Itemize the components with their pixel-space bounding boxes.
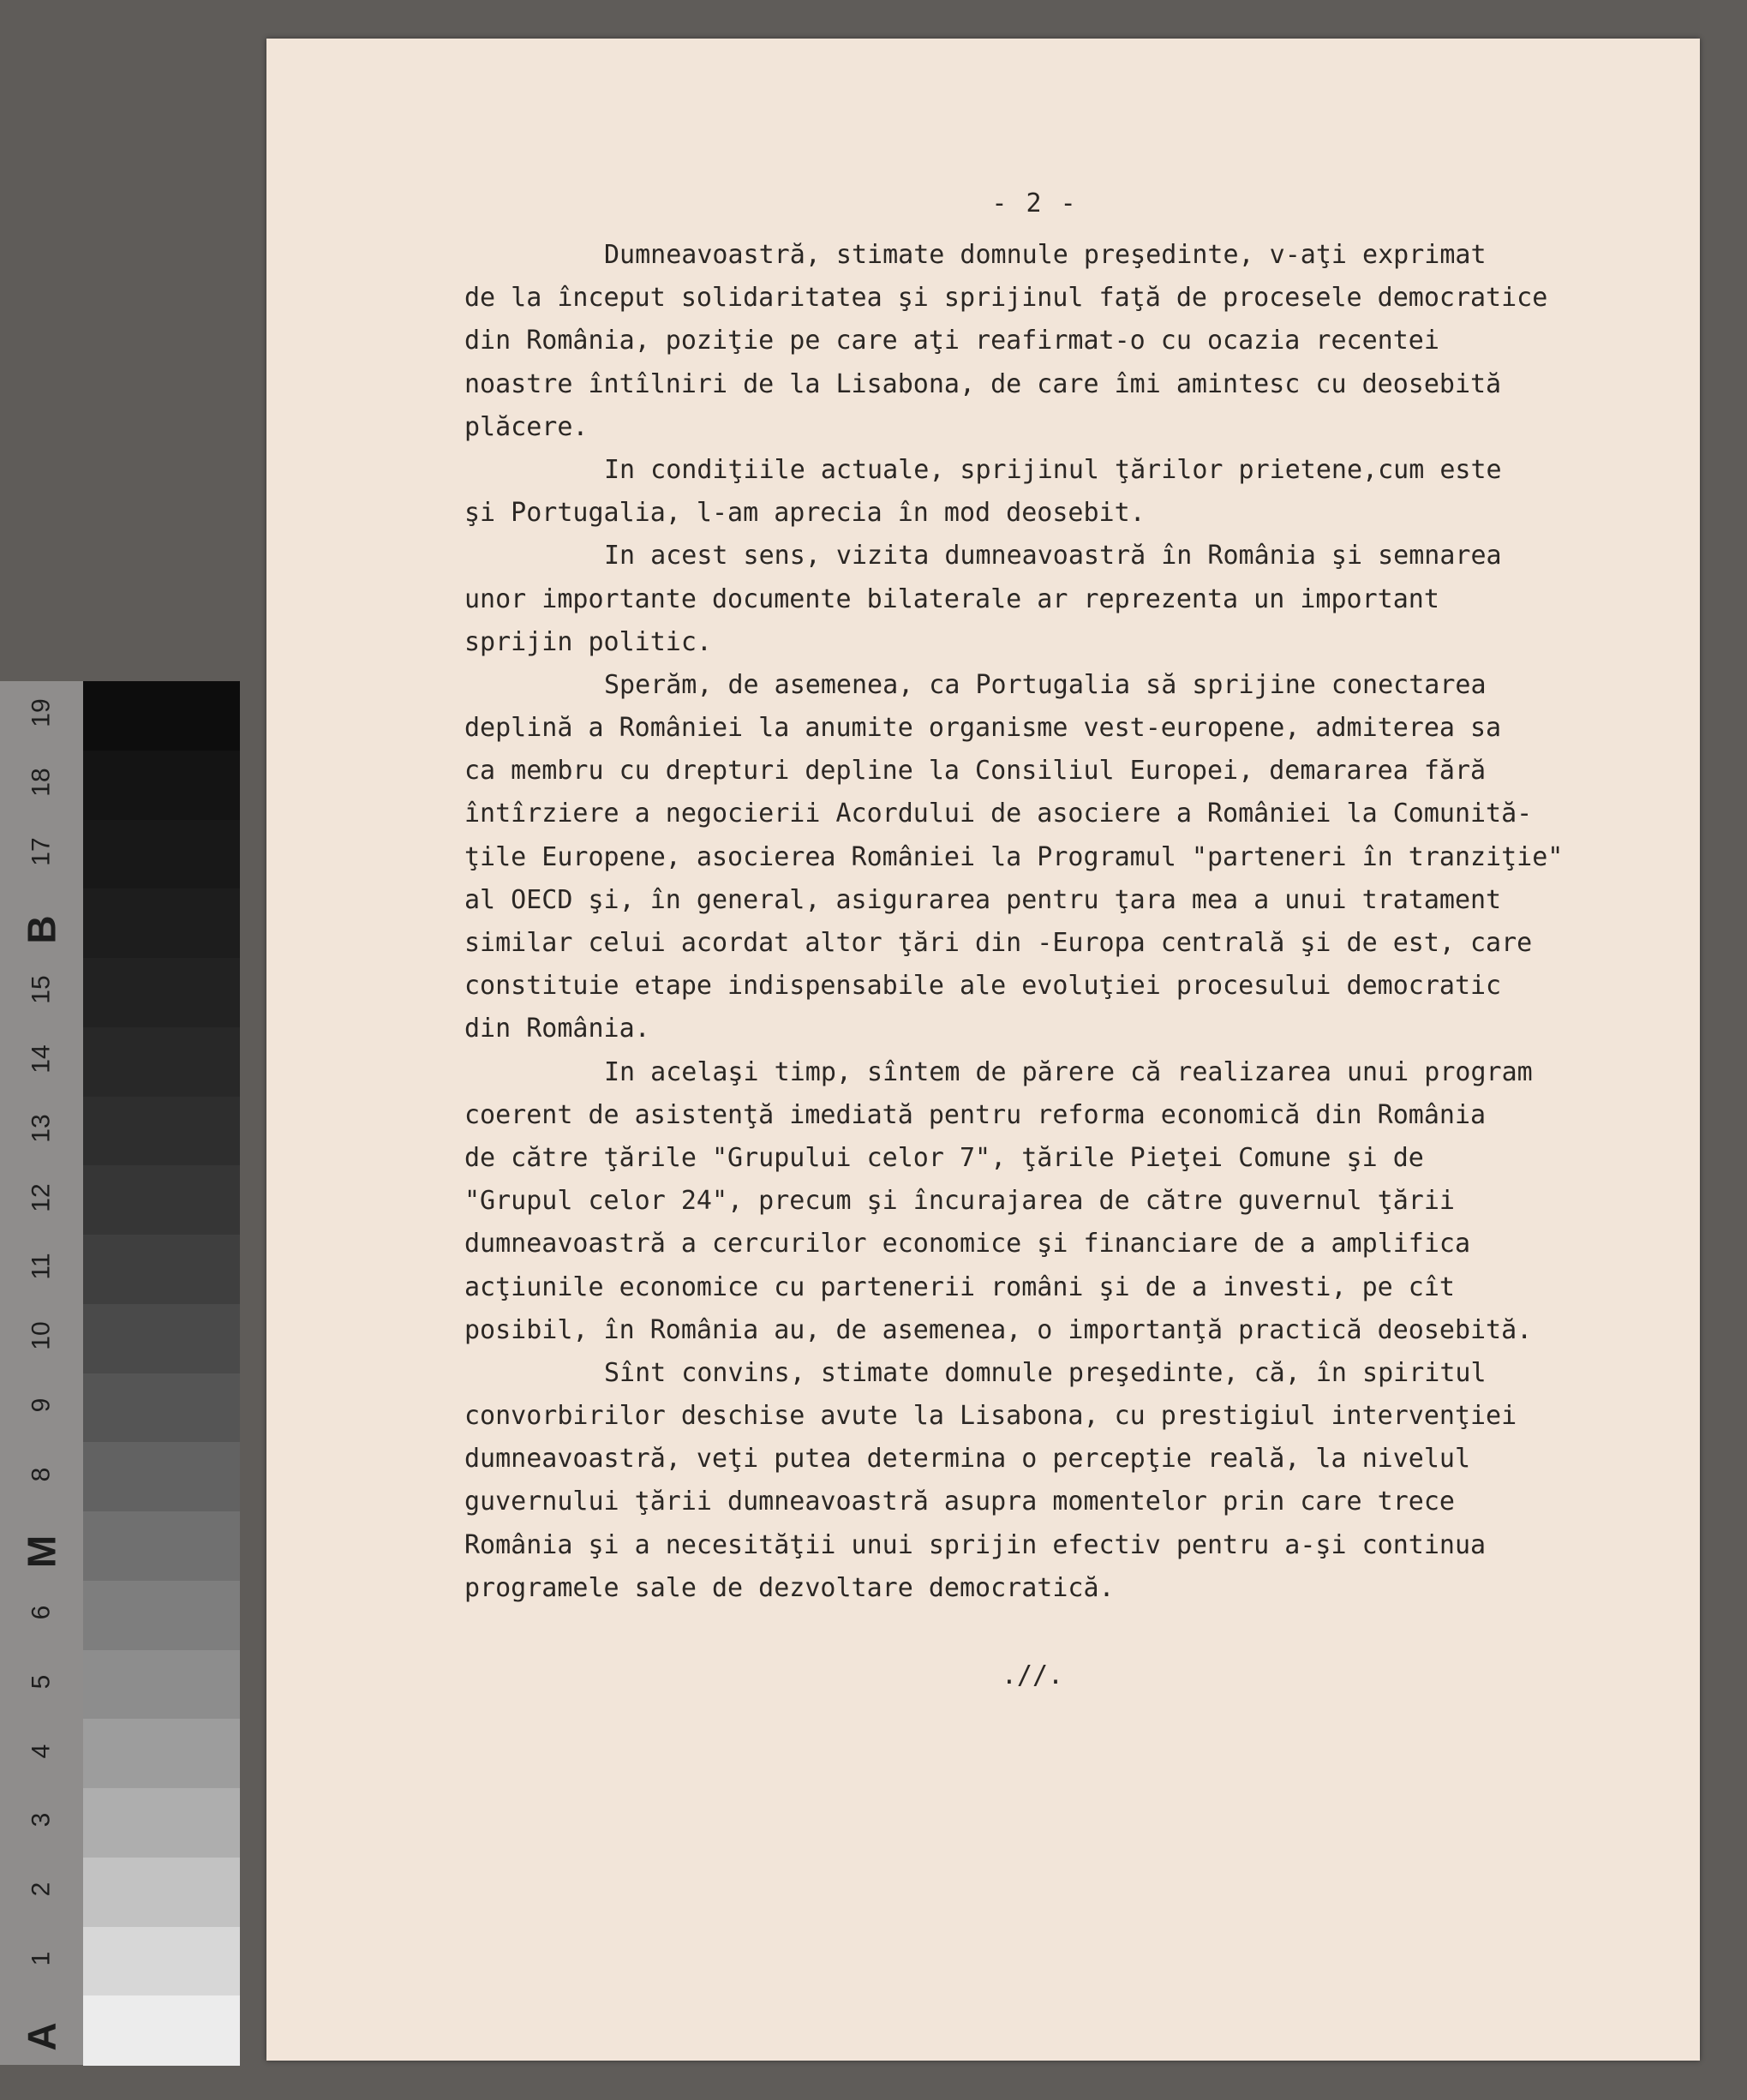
gray-swatch xyxy=(83,1373,240,1444)
text-line: plăcere. xyxy=(464,411,589,442)
grayscale-swatches xyxy=(83,681,240,2065)
gray-swatch xyxy=(83,1927,240,1997)
scale-label: B xyxy=(19,915,64,944)
text-line: noastre întîlniri de la Lisabona, de care îmi amintesc cu deosebită xyxy=(464,368,1502,399)
text-line: deplină a României la anumite organisme vest-europene, admiterea sa xyxy=(464,713,1502,744)
text-line: din România. xyxy=(464,1014,650,1044)
gray-swatch xyxy=(83,958,240,1028)
text-line: In acest sens, vizita dumneavoastră în România şi semnarea xyxy=(604,541,1502,571)
text-line: posibil, în România au, de asemenea, o importanţă practică deosebită. xyxy=(464,1314,1533,1345)
gray-swatch xyxy=(83,681,240,751)
document-page xyxy=(266,39,1700,2061)
text-line: şi Portugalia, l-am aprecia în mod deosebit. xyxy=(464,498,1146,529)
scale-label: A xyxy=(19,2022,64,2051)
text-line: similar celui acordat altor ţări din -Europa centrală şi de est, care xyxy=(464,928,1533,958)
scale-label: 18 xyxy=(27,768,56,797)
text-line: al OECD şi, în general, asigurarea pentru ţara mea a unui tratament xyxy=(464,884,1502,915)
scale-label: 4 xyxy=(27,1744,56,1758)
text-line: Dumneavoastră, stimate domnule preşedinte, v-aţi exprimat xyxy=(604,240,1487,270)
gray-swatch xyxy=(83,1442,240,1512)
scale-label: 11 xyxy=(27,1253,56,1280)
gray-swatch xyxy=(83,1788,240,1858)
text-line: Sînt convins, stimate domnule preşedinte, că, în spiritul xyxy=(604,1357,1487,1388)
text-line: guvernului ţării dumneavoastră asupra momentelor prin care trece xyxy=(464,1487,1455,1517)
gray-swatch xyxy=(83,1581,240,1651)
gray-swatch xyxy=(83,751,240,821)
scale-label: 2 xyxy=(27,1882,56,1897)
gray-swatch xyxy=(83,1995,240,2066)
scale-label: 14 xyxy=(27,1044,56,1074)
text-line: In condiţiile actuale, sprijinul ţărilor prietene,cum este xyxy=(604,454,1502,485)
text-line: dumneavoastră, veţi putea determina o percepţie reală, la nivelul xyxy=(464,1444,1470,1475)
scale-label: 13 xyxy=(27,1114,56,1143)
gray-swatch xyxy=(83,1165,240,1235)
text-line: dumneavoastră a cercurilor economice şi financiare de a amplifica xyxy=(464,1229,1470,1259)
text-line: coerent de asistenţă imediată pentru reforma economică din România xyxy=(464,1099,1487,1130)
scale-label: 6 xyxy=(27,1605,56,1620)
scale-label: 15 xyxy=(27,975,56,1005)
text-line: sprijin politic. xyxy=(464,626,712,657)
gray-swatch xyxy=(83,1858,240,1928)
letter-body xyxy=(464,234,1698,1610)
text-line: Sperăm, de asemenea, ca Portugalia să sprijine conectarea xyxy=(604,669,1487,700)
scale-label: 3 xyxy=(27,1813,56,1828)
text-line: ţile Europene, asocierea României la Programul "parteneri în tranziţie" xyxy=(464,841,1564,872)
text-line: România şi a necesităţii unui sprijin efectiv pentru a-şi continua xyxy=(464,1529,1487,1560)
scale-label: 19 xyxy=(27,698,56,728)
scale-label: 9 xyxy=(27,1397,56,1413)
gray-swatch xyxy=(83,1097,240,1167)
text-line: de către ţările "Grupului celor 7", ţările Pieţei Comune şi de xyxy=(464,1142,1424,1173)
scale-label: 1 xyxy=(27,1951,56,1966)
gray-swatch xyxy=(83,1027,240,1098)
scale-label: 8 xyxy=(27,1467,56,1481)
text-line: unor importante documente bilaterale ar reprezenta un important xyxy=(464,583,1439,614)
text-line: convorbirilor deschise avute la Lisabona, cu prestigiul intervenţiei xyxy=(464,1401,1517,1432)
text-line: întîrziere a negocierii Acordului de asociere a României la Comunită- xyxy=(464,799,1533,829)
gray-swatch xyxy=(83,1650,240,1720)
grayscale-scale-numbers xyxy=(0,681,83,2065)
gray-swatch xyxy=(83,820,240,890)
text-line: din România, poziţie pe care aţi reafirmat-o cu ocazia recentei xyxy=(464,326,1439,356)
text-line: constituie etape indispensabile ale evoluţiei procesului democratic xyxy=(464,971,1502,1002)
text-line: acţiunile economice cu partenerii români şi de a investi, pe cît xyxy=(464,1271,1455,1302)
text-line: ca membru cu drepturi depline la Consiliul Europei, demararea fără xyxy=(464,756,1487,787)
text-line: de la început solidaritatea şi sprijinul faţă de procesele democratice xyxy=(464,283,1548,314)
scale-label: 17 xyxy=(27,837,56,866)
end-mark: .//. xyxy=(1001,1660,1064,1690)
scale-label: 12 xyxy=(27,1182,56,1212)
scale-label: 10 xyxy=(27,1321,56,1350)
text-line: "Grupul celor 24", precum şi încurajarea de către guvernul ţării xyxy=(464,1186,1455,1217)
text-line: In acelaşi timp, sîntem de părere că realizarea unui program xyxy=(604,1056,1533,1087)
gray-swatch xyxy=(83,1235,240,1305)
scale-label: 5 xyxy=(27,1674,56,1690)
scale-label: M xyxy=(19,1535,64,1569)
color-calibration-target xyxy=(0,681,240,2065)
text-line: programele sale de dezvoltare democratică. xyxy=(464,1572,1115,1603)
gray-swatch xyxy=(83,1511,240,1582)
page-number: - 2 - xyxy=(991,188,1078,218)
gray-swatch xyxy=(83,888,240,959)
gray-swatch xyxy=(83,1719,240,1789)
gray-swatch xyxy=(83,1304,240,1374)
